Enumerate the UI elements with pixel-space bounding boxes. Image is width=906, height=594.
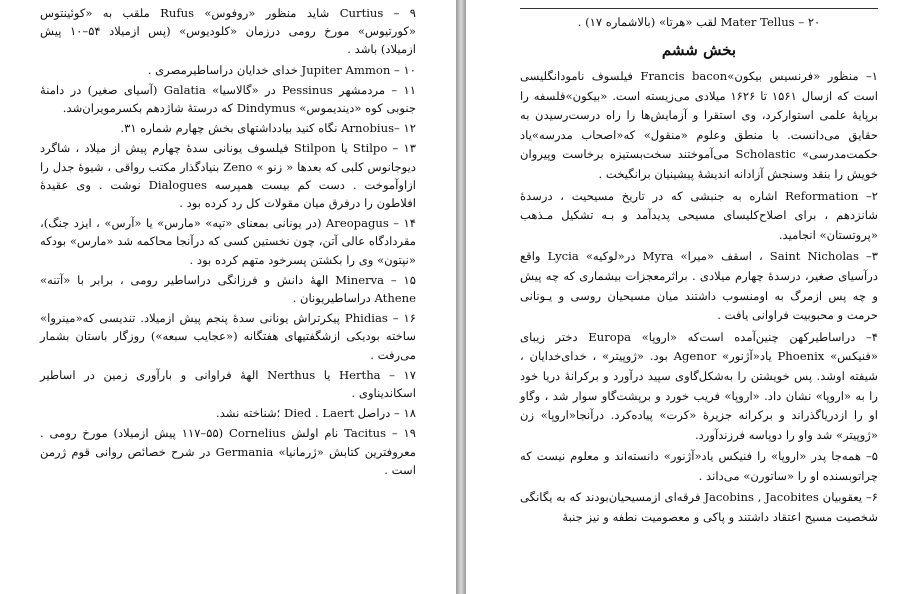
- footnote-19: ۱۹ – Tacitus نام اولش Cornelius (۱۱۷–۵۵ پیش ازمیلاد) مورخ رومی . معروفترین کتابش «ژرمانیا» Germania در شرح خصائص روانی قوم ژرمن است .: [40, 426, 416, 477]
- note-4: ۴– دراساطیرکهن چنین‌آمده است‌که «اروپا» Europa دختر زیبای «فنیکس» Phoenix یاد«آژنور» Agenor بود. «ژوپیتر» ، خدای‌خدایان ، شیفته اوشد. پس خویشتن را به‌شکل‌گاوی سپید درآورد و برکرانهٔ دریا خود را به «اروپا» نشان داد. «اروپا» فریب خورد و برپشت‌گاو سوار شد ، وگاو او را ازدریاگذراند و برکرانه جزیرهٔ «کرت» پیاده‌کرد. درآنجا«اروپا» زن «ژوپیتر» شد واو را دوپاسه فرزندآورد.: [520, 329, 879, 442]
- note-6: ۶– یعقوبیان Jacobins , Jacobites فرقه‌ای ازمسیحیان‌بودند که به یگانگی شخصیت مسیح اعتقاد داشتند و پاکی و معصومیت نطفه و نیز جنبهٔ: [520, 490, 878, 525]
- right-page: [466, 0, 906, 594]
- footnote-17: ۱۷ – Hertha یا Nerthus الههٔ فراوانی و بارآوری زمین در اساطیر اسکاندیناوی .: [40, 367, 416, 401]
- footnote-10: ۱۰ – Jupiter Ammon خدای خدایان دراساطیرمصری .: [147, 62, 416, 77]
- running-header: [520, 0, 878, 9]
- note-1: ۱– منظور «فرنسیس بیکون»Francis bacon فیلسوف نامودانگلیسی است که ازسال ۱۵۶۱ تا ۱۶۲۶ میلادی می‌زیسته است. «بیکون»فلسفه را برپایهٔ علمی استوارکرد، وی استقرا و آزمایش‌ها را راه درست‌رسیدن به حقایق می‌دانست. با منطق وعلوم «منقول» که«اصحاب مدرسه»یاد حکمت‌مدرسی» Scholastic می‌آموختند سخت‌بستیزه برخاست وپیروان خویش را بنقد وسنجش آزادانه اندیشهٔ پیشینیان برانگیخت .: [520, 69, 878, 181]
- note-5: ۵– همه‌جا پدر «اروپا» را فنیکس یاد«آژنور» دانسته‌اند و معلوم نیست که چراتوبسنده او را «ساتورن» می‌داند .: [520, 449, 878, 483]
- footnote-12: ۱۲ –Arnobius نگاه کنید بیادداشتهای بخش چهارم شماره ۳۱.: [120, 121, 416, 136]
- book-gutter: [456, 0, 466, 594]
- footnote-20: ۲۰ – Mater Tellus لقب «هرتا» (بالاشماره ۱۷) .: [577, 15, 821, 29]
- section-title: بخش ششم: [661, 41, 737, 59]
- footnote-11: ۱۱ – مردمشهر Pessinus در «گالاسیا» Galatia (آسیای صغیر) در دامنهٔ جنوبی کوه «دیندیموس» Dindymus که درستهٔ شاژدهم بکسرمویران‌شد.: [40, 82, 417, 116]
- footnote-18: ۱۸ – دراصل Died . Laert ؛شناخته نشد.: [216, 406, 416, 421]
- note-3: ۳– Saint Nicholas ، اسقف «میرا» Myra در«لوکیه» Lycia واقع درآسیای صغیر، درسدهٔ چهارم میلادی . براثرمعجزات بیشماری‌ که چه پیش و چه پس ازمرگ به اومنسوب داشتند میان مسیحیان روسی و یـونانی حرمت و محبوبیت فراوانی یافت .: [520, 249, 878, 323]
- left-notes: [40, 4, 416, 479]
- footnote-15: ۱۵ – Minerva الههٔ دانش و فرزانگی دراساطیر رومی ، برابر با «آتنه» Athene دراساطیریونان .: [40, 272, 416, 306]
- footnote-16: ۱۶ – Phidias پیکرتراش یونانی سدهٔ پنجم پیش ازمیلاد. تندیسی که«مینروا» ساخته بودیکی ازشگفتیهای هفتگانه («عجایب سبعه») روزگار باستان بشمار می‌رفت .: [40, 311, 417, 362]
- right-notes: [520, 67, 878, 528]
- footnote-13: ۱۳ – Stilpo یا Stilpon فیلسوف یونانی سدهٔ چهارم پیش از میلاد ، شاگرد دیوجانوس کلبی که بعدها « زنو » Zeno بنیادگذار مکتب رواقی ، شیوهٔ جدل را ازاوآموخت . دست کم بیست همپرسه Dialogues نوشت . وی عقیدهٔ افلاطون را درفرق میان مقولات کل رد کرده بود .: [40, 141, 417, 211]
- footnote-9: ۹ – Curtius شاید منظور «روفوس» Rufus ملقب به «کوئینتوس «کورتیوس» مورخ رومی درزمان «کلودیوس» (پس ازمیلاد ۵۴–۱۰ پیش ازمیلاد) باشد .: [40, 6, 416, 57]
- footnote-14: ۱۴ – Areopagus (در یونانی بمعنای «تپه» «مارس» یا «آرس» ، ایزد جنگ)، مقردادگاه عالی آتن، چون نخستین کسی که درآنجا محاکمه شد «مارس» بودکه «نپتون» وی را بکشتن پسرخود متهم کرده بود .: [40, 216, 416, 267]
- note-2: ۲– Reformation اشاره به جنبشی که در تاریخ مسیحیت ، درسدهٔ شانزدهم ، برای اصلاح‌کلیسای مسیحی پدیدآمد و بـه تشکیل مـذهب «پروتستان» انجامید.: [520, 188, 878, 242]
